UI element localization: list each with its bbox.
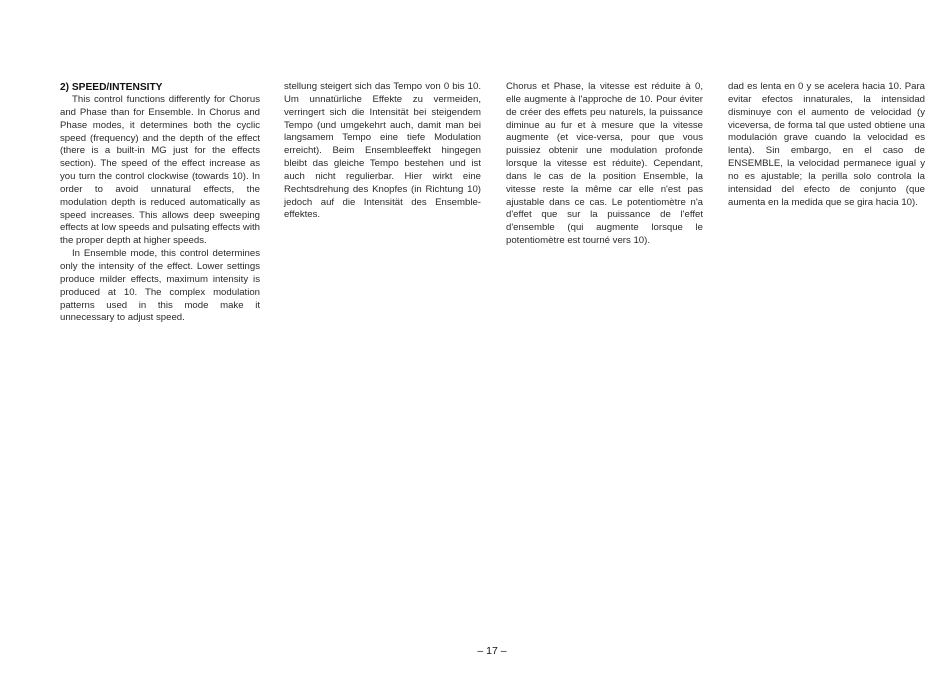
german-column: [284, 81, 481, 222]
section-heading: 2) SPEED/INTENSITY: [60, 82, 163, 93]
english-column: [60, 81, 260, 325]
spanish-column: [728, 81, 925, 209]
english-paragraph-1: This control functions differently for Chorus and Phase than for Ensemble. In Chorus and Phase modes, it determines both the cyclic speed (frequency) and the depth of the effect (there is a built-in MG just for the effects section). The speed of the effect increase as you turn the control clockwise (towards 10). In order to avoid unnatural effects, the modulation depth is reduced automatically as speed increases. This allows deep sweeping effects at low speeds and pulsating effects with the proper depth at higher speeds.: [60, 94, 260, 247]
french-column: [506, 81, 703, 248]
german-paragraph-1: stellung steigert sich das Tempo von 0 bis 10. Um unnatürliche Effekte zu vermeiden, verringert sich die Intensität bei steigendem Tempo (und umgekehrt auch, damit man bei langsamem Tempo eine tiefe Modulation erreicht). Beim Ensembleeffekt hingegen bleibt das gleiche Tempo bestehen und ist auch nicht regulierbar. Hier wirkt eine Rechtsdrehung des Knopfes (in Richtung 10) jedoch auf die Intensität des Ensembleeffektes.: [284, 81, 481, 221]
spanish-paragraph-1: dad es lenta en 0 y se acelera hacia 10. Para evitar efectos innaturales, la intensidad disminuye con el aumento de velocidad (y viceversa, de forma tal que usted obtiene una modulación grave cuando la velocidad es lenta). Sin embargo, en el caso de ENSEMBLE, la velocidad permanece igual y no es ajustable; la perilla solo controla la intensidad del efecto de conjunto (que aumenta en la medida que se gira hacia 10).: [728, 81, 925, 208]
french-paragraph-1: Chorus et Phase, la vitesse est réduite à 0, elle augmente à l'approche de 10. Pour éviter de créer des effets peu naturels, la puissance diminue au fur et à mesure que la vitesse augmente (et vice-versa, pour que vous puissiez obtenir une modulation profonde lorsque la vitesse est réduite). Cependant, dans le cas de la position Ensemble, la vitesse reste la même car elle n'est pas ajustable dans ce cas. Le potentiomètre n'a d'effet que sur la puissance de l'effet d'ensemble (qui augmente lorsque le potentiomètre est tourné vers 10).: [506, 81, 703, 247]
english-paragraph-2: In Ensemble mode, this control determines only the intensity of the effect. Lower settings produce milder effects, maximum intensity is produced at 10. The complex modulation patterns used in this mode make it unnecessary to adjust speed.: [60, 248, 260, 324]
page-number: – 17 –: [477, 645, 507, 657]
